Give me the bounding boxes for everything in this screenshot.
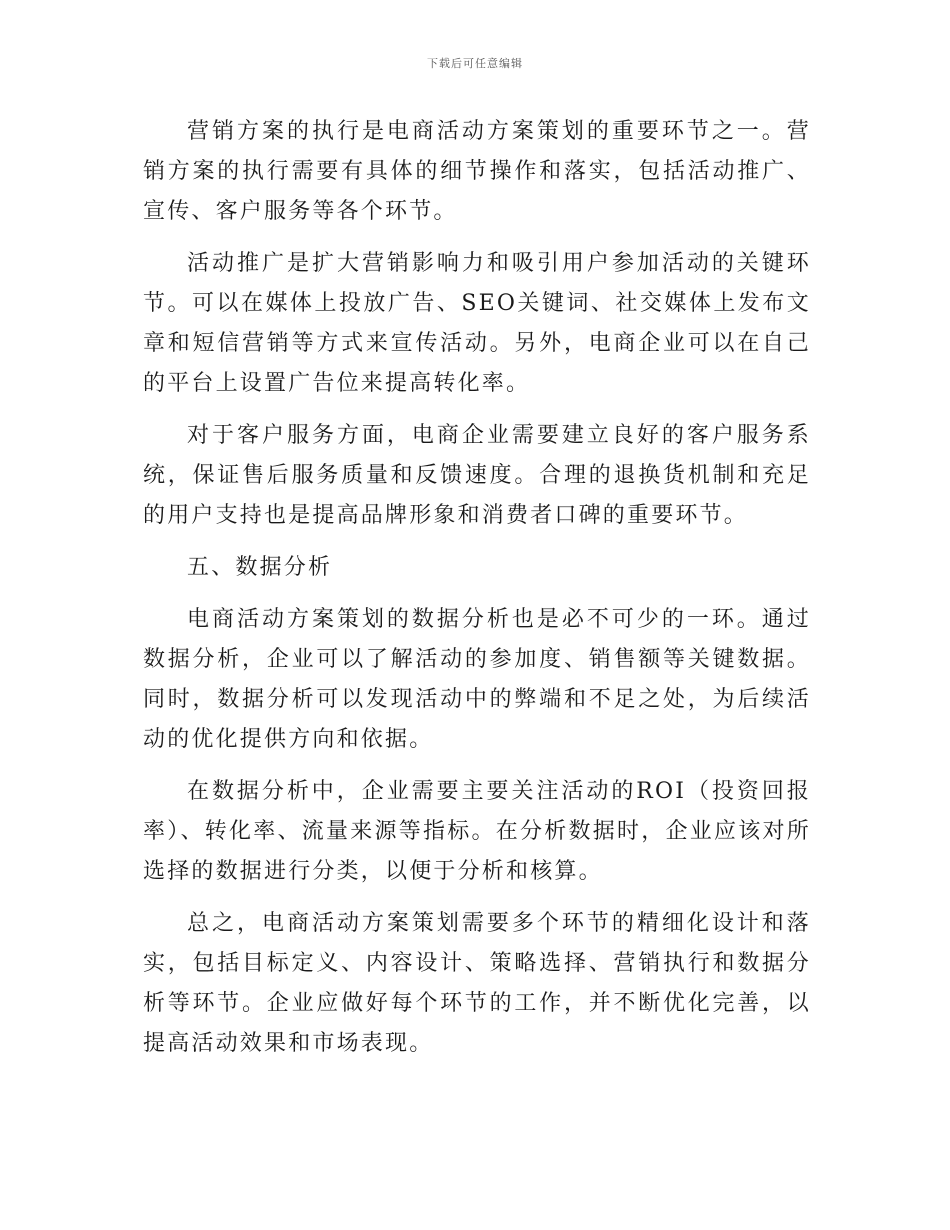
section-heading-data-analysis: 五、数据分析 (187, 555, 333, 580)
document-body (143, 112, 811, 1076)
page-header: 下载后可任意编辑 (427, 57, 523, 70)
paragraph-roi-metrics: 在数据分析中，企业需要主要关注活动的ROI（投资回报率）、转化率、流量来源等指标。在分析数据时，企业应该对所选择的数据进行分类，以便于分析和核算。 (143, 779, 811, 884)
paragraph-customer-service: 对于客户服务方面，电商企业需要建立良好的客户服务系统，保证售后服务质量和反馈速度。合理的退换货机制和充足的用户支持也是提高品牌形象和消费者口碑的重要环节。 (143, 423, 811, 528)
paragraph-conclusion: 总之，电商活动方案策划需要多个环节的精细化设计和落实，包括目标定义、内容设计、策略选择、营销执行和数据分析等环节。企业应做好每个环节的工作，并不断优化完善，以提高活动效果和市场表现。 (143, 911, 811, 1056)
paragraph-promotion: 活动推广是扩大营销影响力和吸引用户参加活动的关键环节。可以在媒体上投放广告、SEO关键词、社交媒体上发布文章和短信营销等方式来宣传活动。另外，电商企业可以在自己的平台上设置广告位来提高转化率。 (143, 251, 811, 396)
paragraph-marketing-execution: 营销方案的执行是电商活动方案策划的重要环节之一。营销方案的执行需要有具体的细节操作和落实，包括活动推广、宣传、客户服务等各个环节。 (143, 119, 811, 224)
paragraph-data-analysis: 电商活动方案策划的数据分析也是必不可少的一环。通过数据分析，企业可以了解活动的参加度、销售额等关键数据。同时，数据分析可以发现活动中的弊端和不足之处，为后续活动的优化提供方向和依据。 (143, 607, 811, 752)
